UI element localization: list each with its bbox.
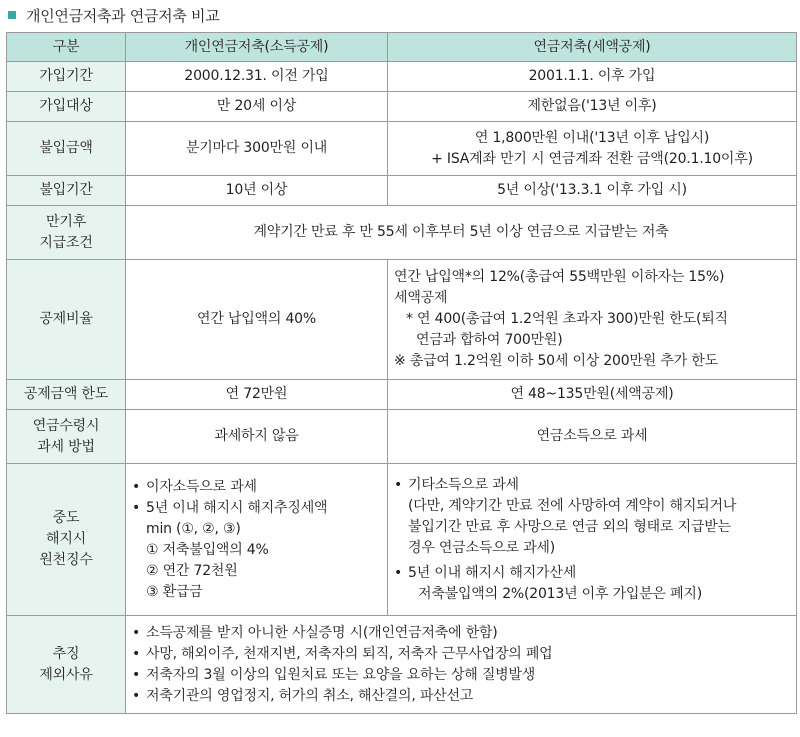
cell-personal bbox=[126, 464, 388, 616]
header-pension-savings: 연금저축(세액공제) bbox=[388, 33, 797, 62]
cell-personal: 분기마다 300만원 이내 bbox=[126, 122, 388, 176]
cell-line: + ISA계좌 만기 시 연금계좌 전환 금액(20.1.10이후) bbox=[431, 150, 753, 167]
bullet-item: • 저축기관의 영업정지, 허가의 취소, 해산결의, 파산선고 bbox=[132, 686, 790, 707]
cell-line: 세액공제 bbox=[394, 290, 448, 306]
cell-line: 저축불입액의 2%(2013년 이후 가입분은 폐지) bbox=[418, 585, 703, 602]
cell-personal: 과세하지 않음 bbox=[126, 410, 388, 464]
title-bar bbox=[0, 0, 800, 30]
table-row bbox=[7, 616, 797, 714]
cell-pension: 연 48~135만원(세액공제) bbox=[388, 380, 797, 410]
cell-pension bbox=[388, 464, 797, 616]
bullet-icon: • bbox=[394, 476, 403, 493]
cell-pension: 2001.1.1. 이후 가입 bbox=[388, 62, 797, 92]
row-label: 연금수령시 과세 방법 bbox=[7, 410, 126, 464]
cell-line: 연금과 합하여 700만원) bbox=[416, 332, 563, 348]
cell-merged bbox=[126, 616, 797, 714]
cell-personal: 10년 이상 bbox=[126, 176, 388, 206]
table-row bbox=[7, 176, 797, 206]
row-label: 불입금액 bbox=[7, 122, 126, 176]
table-row bbox=[7, 260, 797, 380]
cell-pension bbox=[388, 122, 797, 176]
table-row bbox=[7, 122, 797, 176]
bullet-item: • 기타소득으로 과세 bbox=[394, 475, 790, 496]
bullet-item: • 5년 이내 해지시 해지가산세 bbox=[394, 563, 790, 584]
cell-personal: 연간 납입액의 40% bbox=[126, 260, 388, 380]
table-row bbox=[7, 380, 797, 410]
cell-line: * 연 400(총급여 1.2억원 초과자 300)만원 한도(퇴직 bbox=[406, 311, 728, 327]
cell-pension: 연금소득으로 과세 bbox=[388, 410, 797, 464]
cell-line: ① 저축불입액의 4% bbox=[146, 541, 269, 558]
bullet-icon: • bbox=[394, 564, 403, 581]
table-row bbox=[7, 62, 797, 92]
bullet-icon: • bbox=[132, 687, 141, 704]
page-title: 개인연금저축과 연금저축 비교 bbox=[26, 6, 220, 25]
bullet-icon: • bbox=[132, 499, 141, 516]
cell-line: ※ 총급여 1.2억원 이하 50세 이상 200만원 추가 한도 bbox=[394, 353, 718, 369]
cell-pension: 제한없음('13년 이후) bbox=[388, 92, 797, 122]
header-personal-pension: 개인연금저축(소득공제) bbox=[126, 33, 388, 62]
bullet-item: • 사망, 해외이주, 천재지변, 저축자의 퇴직, 저축자 근무사업장의 폐업 bbox=[132, 644, 790, 665]
row-label: 가입대상 bbox=[7, 92, 126, 122]
cell-line: (다만, 계약기간 만료 전에 사망하여 계약이 해지되거나 bbox=[408, 497, 737, 514]
table-row bbox=[7, 92, 797, 122]
bullet-item: • 5년 이내 해지시 해지추징세액 bbox=[132, 498, 381, 519]
row-label: 중도 해지시 원천징수 bbox=[7, 464, 126, 616]
bullet-icon: • bbox=[132, 666, 141, 683]
cell-personal: 연 72만원 bbox=[126, 380, 388, 410]
bullet-icon: • bbox=[132, 645, 141, 662]
cell-line: ② 연간 72천원 bbox=[146, 562, 238, 579]
row-label: 만기후 지급조건 bbox=[7, 206, 126, 260]
bullet-icon: • bbox=[132, 478, 141, 495]
row-label: 공제금액 한도 bbox=[7, 380, 126, 410]
cell-line: 연 1,800만원 이내('13년 이후 납입시) bbox=[474, 129, 710, 146]
bullet-item: • 저축자의 3월 이상의 입원치료 또는 요양을 요하는 상해 질병발생 bbox=[132, 665, 790, 686]
cell-line: 불입기간 만료 후 사망으로 연금 외의 형태로 지급받는 bbox=[408, 518, 731, 535]
table-row bbox=[7, 410, 797, 464]
cell-personal: 만 20세 이상 bbox=[126, 92, 388, 122]
cell-pension: 5년 이상('13.3.1 이후 가입 시) bbox=[388, 176, 797, 206]
cell-line: 연간 납입액*의 12%(총급여 55백만원 이하자는 15%) bbox=[394, 269, 725, 285]
row-label: 불입기간 bbox=[7, 176, 126, 206]
header-category: 구분 bbox=[7, 33, 126, 62]
cell-personal: 2000.12.31. 이전 가입 bbox=[126, 62, 388, 92]
cell-merged: 계약기간 만료 후 만 55세 이후부터 5년 이상 연금으로 지급받는 저축 bbox=[126, 206, 797, 260]
table-row bbox=[7, 206, 797, 260]
table-header-row bbox=[7, 33, 797, 62]
bullet-icon: • bbox=[132, 624, 141, 641]
table-row bbox=[7, 464, 797, 616]
cell-pension bbox=[388, 260, 797, 380]
bullet-item: • 소득공제를 받지 아니한 사실증명 시(개인연금저축에 한함) bbox=[132, 623, 790, 644]
cell-line: min (①, ②, ③) bbox=[146, 520, 241, 537]
row-label: 공제비율 bbox=[7, 260, 126, 380]
square-bullet-icon bbox=[8, 11, 16, 19]
row-label: 추징 제외사유 bbox=[7, 616, 126, 714]
row-label: 가입기간 bbox=[7, 62, 126, 92]
cell-line: 경우 연금소득으로 과세) bbox=[408, 539, 556, 556]
comparison-table bbox=[6, 32, 797, 714]
cell-line: ③ 환급금 bbox=[146, 583, 203, 600]
bullet-item: • 이자소득으로 과세 bbox=[132, 477, 381, 498]
